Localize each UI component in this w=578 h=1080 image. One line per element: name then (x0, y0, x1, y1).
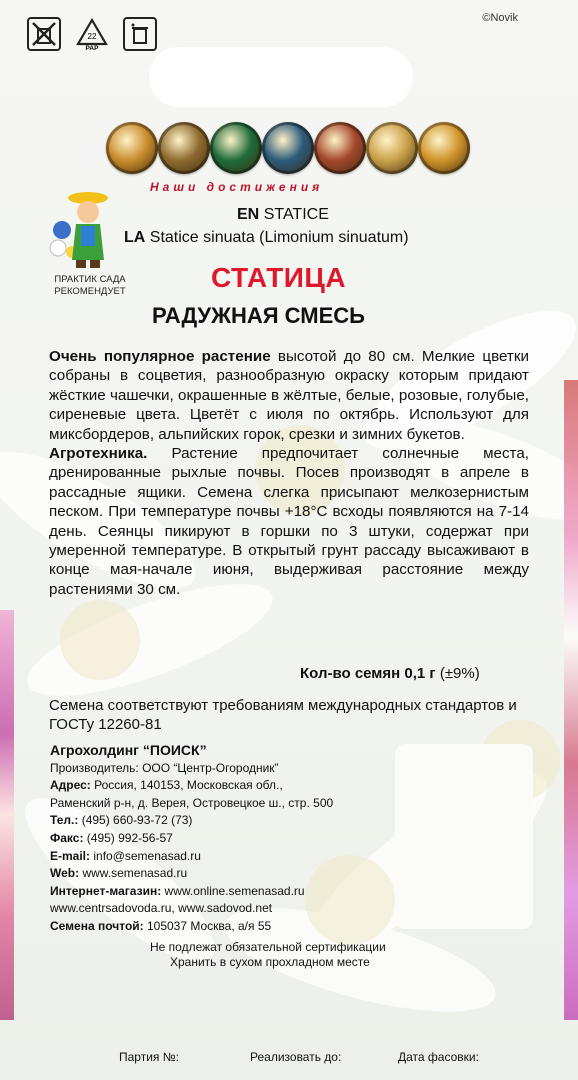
phone-line (50, 812, 410, 830)
description (49, 347, 529, 599)
medal-3 (210, 122, 262, 174)
description-para-2 (49, 444, 529, 599)
packaging-icons (27, 17, 157, 51)
fax-value: (495) 992-56-57 (83, 830, 173, 845)
achievement-medals (106, 122, 470, 174)
mail-order-line (50, 918, 410, 936)
web-value: www.semenasad.ru (79, 866, 188, 881)
address-value: Россия, 140153, Московская обл., (90, 778, 283, 793)
email-label: E-mail: (50, 848, 91, 863)
hanging-hole (149, 47, 413, 107)
no-trash-icon (27, 17, 61, 51)
copyright-label: ©Novik (482, 12, 518, 24)
medal-5 (314, 122, 366, 174)
email-line (50, 848, 410, 866)
achievements-label: Наши достижения (150, 180, 324, 194)
packing-date-label: Дата фасовки: (398, 1050, 479, 1064)
web-line (50, 865, 410, 883)
mascot-caption (40, 274, 140, 298)
batch-number-label: Партия №: (119, 1050, 179, 1064)
agrotech-lead: Агротехника. (49, 445, 148, 463)
standard-statement: Семена соответствуют требованиям международных стандартов и ГОСТу 12260-81 (49, 697, 517, 733)
product-title: СТАТИЦА (211, 262, 347, 293)
web-label: Web: (50, 866, 80, 881)
address-line-2: Раменский р-н, д. Верея, Островецкое ш., стр. 500 (50, 795, 334, 810)
shop-value: www.online.semenasad.ru (161, 883, 305, 898)
shop-label: Интернет-магазин: (50, 883, 162, 898)
la-name: Statice sinuata (Limonium sinuatum) (149, 229, 409, 246)
en-code: EN (237, 206, 260, 223)
description-text: высотой до 80 см. Мелкие цветки собраны в соцветия, разнообразную окраску которым придают жёсткие чашечки, окрашенные в жёлтые, белые, розовые, голубые, сиреневые цвета. Цветёт с июля по октябрь. Используют для миксбордеров, альпийских горок, срезки и зимних букетов. (49, 348, 529, 443)
mail-order-value: 105037 Москва, а/я 55 (143, 918, 272, 933)
producer-name: Производитель: ООО “Центр-Огородник” (50, 760, 279, 775)
certification-note: Не подлежат обязательной сертификации (150, 940, 386, 954)
en-name: STATICE (263, 206, 329, 223)
fax-line (50, 830, 410, 848)
recycle-code: 22 (87, 32, 97, 41)
mail-order-label: Семена почтой: (50, 918, 144, 933)
flower-edge-decor-left (0, 610, 14, 1020)
phone-label: Тел.: (50, 813, 79, 828)
medal-4 (262, 122, 314, 174)
recycle-material: PAP (85, 45, 99, 51)
la-code: LA (124, 229, 146, 246)
flower-edge-decor-right (564, 380, 578, 1020)
producer-contacts (50, 742, 410, 936)
address-line-1 (50, 777, 410, 795)
plant-names (124, 203, 409, 249)
recycle-icon (75, 17, 109, 51)
seed-quantity (300, 665, 480, 682)
sell-by-label: Реализовать до: (250, 1050, 342, 1064)
storage-note: Хранить в сухом прохладном месте (170, 955, 370, 969)
email-value: info@semenasad.ru (90, 848, 201, 863)
medal-1 (106, 122, 158, 174)
fax-label: Факс: (50, 830, 84, 845)
medal-7 (418, 122, 470, 174)
sites-line: www.centrsadovoda.ru, www.sadovod.net (50, 901, 273, 916)
price-sticker-area (395, 744, 533, 929)
seed-quantity-tolerance: (±9%) (439, 665, 480, 682)
medal-2 (158, 122, 210, 174)
description-lead: Очень популярное растение (49, 348, 271, 365)
packet-notes (150, 940, 386, 970)
phone-value: (495) 660-93-72 (73) (78, 813, 193, 828)
agrotech-text: Растение предпочитает солнечные места, дренированные рыхлые почвы. Посев производят в апреле в рассадные ящики. Семена слегка присыпают мелкозернистым песком. При температуре почвы +18°С всходы появляются на 7-14 день. Сеянцы пикируют в горшки по 3 штуки, содержат при умеренной температуре. В открытый грунт рассаду высаживают в конце мая-начале июня, выдерживая расстояние между растениями 30 см. (49, 445, 529, 598)
seed-quantity-label: Кол-во семян 0,1 г (300, 665, 436, 682)
gardener-mascot-icon (48, 190, 120, 270)
description-para-1 (49, 347, 529, 444)
product-subtitle: РАДУЖНАЯ СМЕСЬ (152, 303, 365, 328)
bin-icon (123, 17, 157, 51)
mascot-caption-line1: ПРАКТИК САДА (54, 274, 126, 285)
address-label: Адрес: (50, 778, 91, 793)
medal-6 (366, 122, 418, 174)
holding-name: Агрохолдинг “ПОИСК” (50, 742, 207, 758)
mascot-caption-line2: РЕКОМЕНДУЕТ (54, 286, 126, 297)
shop-line (50, 883, 410, 901)
